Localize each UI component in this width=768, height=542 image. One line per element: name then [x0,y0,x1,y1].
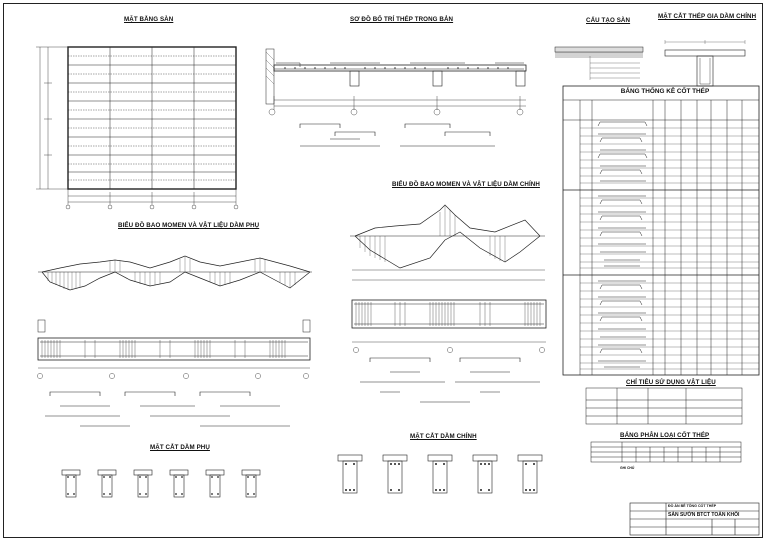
floor-layers [555,47,643,80]
title-rebar-schedule: BẢNG THỐNG KÊ CỐT THÉP [620,88,710,95]
main-beam-bars [345,463,535,491]
secondary-beam-sections [62,470,260,497]
title-secondary-beam-diagram: BIỂU ĐỒ BAO MOMEN VÀ VẬT LIỆU DẦM PHỤ [118,222,260,229]
main-beam-sections [338,455,542,493]
secondary-rebar-section [665,40,745,86]
title-material-usage: CHỈ TIÊU SỬ DỤNG VẬT LIỆU [626,379,716,386]
title-secondary-rebar-section: MẶT CẮT THÉP GIA DẦM CHÍNH [658,13,757,20]
floor-plan [36,47,238,209]
secondary-beam-moment-diagram [37,256,312,426]
title-floor-layers: CẤU TẠO SÀN [586,17,631,24]
project-name: SÀN SƯỜN BTCT TOÀN KHỐI [668,512,740,518]
rebar-class-table [591,442,741,462]
secondary-beam-bars [67,476,255,495]
project-label: ĐỒ ÁN BÊ TÔNG CỐT THÉP [668,504,717,508]
title-floor-plan: MẶT BẰNG SÀN [124,16,174,23]
main-beam-moment-diagram [350,205,546,402]
slab-rebar-layout [266,49,526,146]
title-rebar-class: BẢNG PHÂN LOẠI CỐT THÉP [620,432,710,439]
title-slab-rebar: SƠ ĐỒ BỐ TRÍ THÉP TRONG BẢN [350,16,454,23]
rebar-schedule-rows [580,128,759,369]
rebar-shape-sketches [598,122,647,367]
title-main-beam-sections: MẶT CẮT DẦM CHÍNH [410,433,477,440]
rebar-schedule-table [563,86,759,375]
notes-heading: GHI CHÚ [620,466,635,470]
material-usage-table [586,388,742,424]
title-main-beam-diagram: BIỂU ĐỒ BAO MOMEN VÀ VẬT LIỆU DẦM CHÍNH [392,181,540,188]
title-secondary-beam-sections: MẶT CẮT DẦM PHỤ [150,444,210,451]
